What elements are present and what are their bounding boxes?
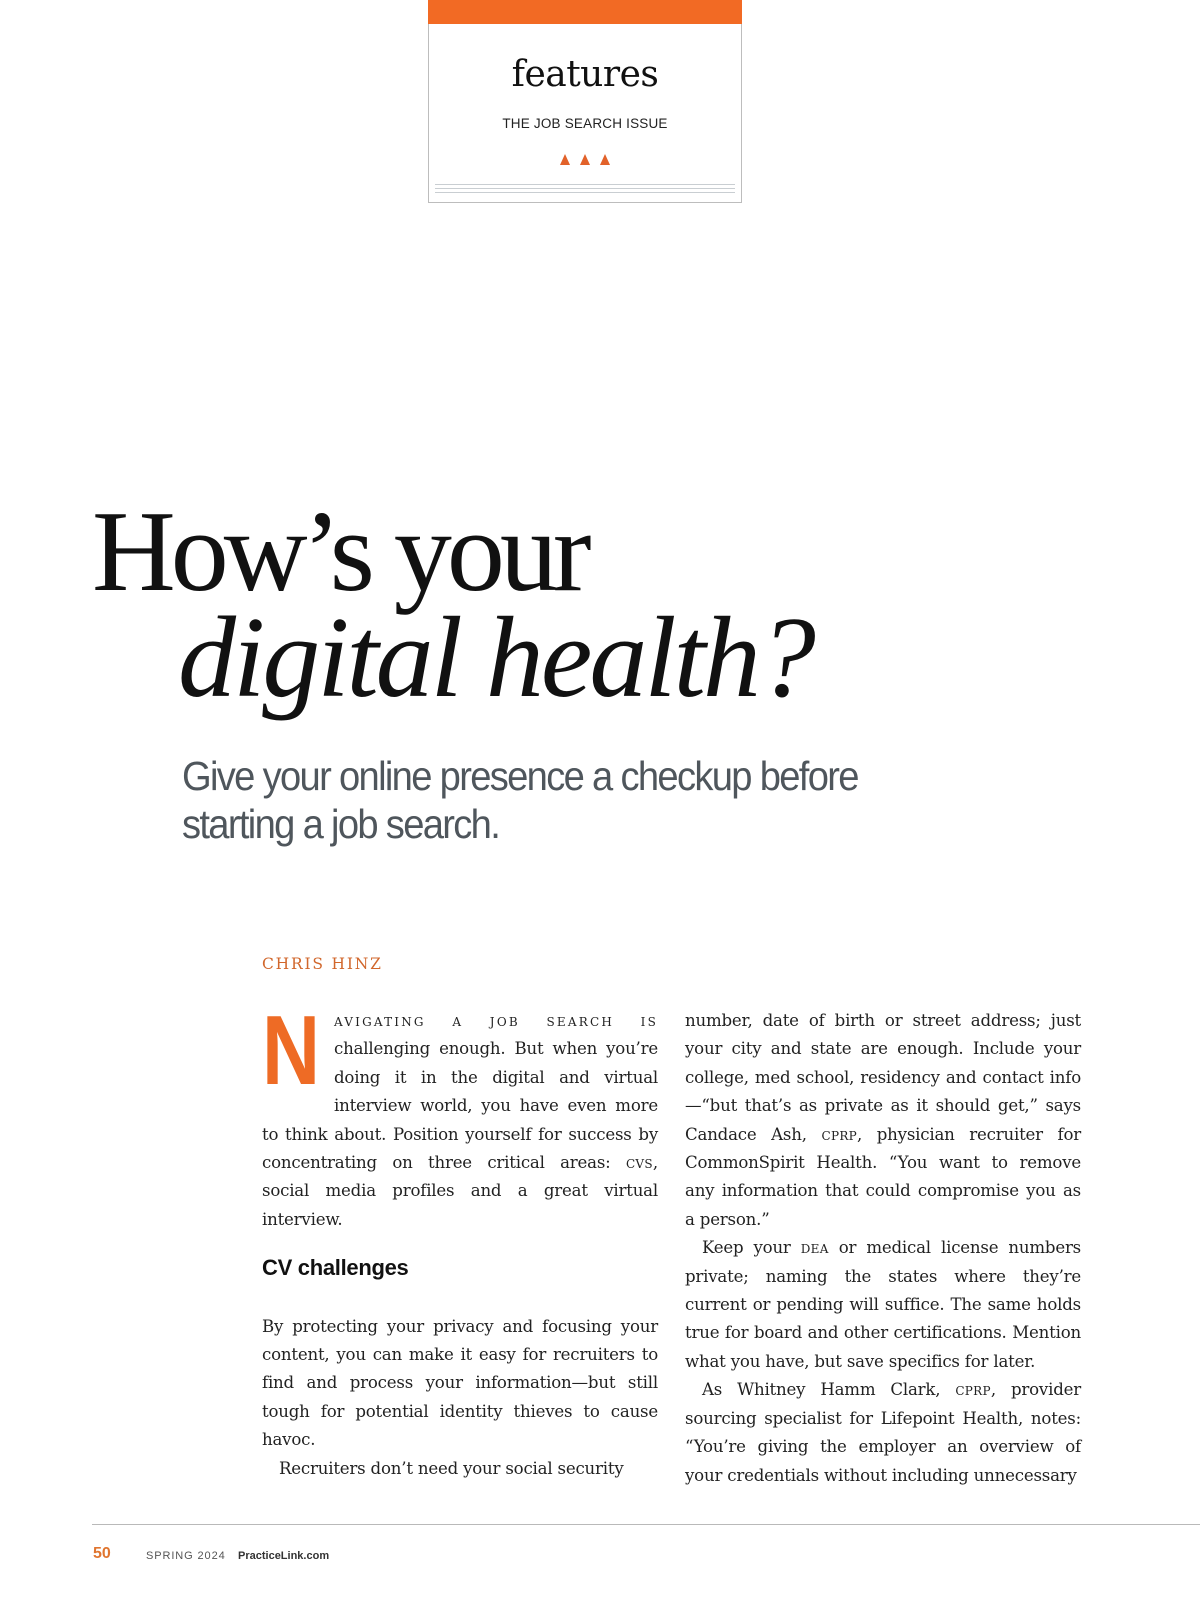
paragraph-text: Keep your [702,1238,801,1258]
paragraph-text: challenging enough. But when you’re doing it in the digital and virtual interview world, you have even more to think about. Position yourself for success by concentrating on three critical areas: [262,1039,658,1173]
page-number: 50 [93,1545,111,1562]
drop-cap: N [262,995,320,1105]
paragraph-text: or medical license numbers private; naming the states where they’re current or pending will suffice. The same holds true for board and other certifications. Mention what you have, but save specifics for later. [685,1238,1081,1371]
paragraph-text: , physician recruiter for CommonSpirit Health. “You want to remove any information that could compromise you as a person.” [685,1124,1081,1229]
body-paragraph: By protecting your privacy and focusing your content, you can make it easy for recruiters to find and process your information—but still tough for potential identity thieves to cause havoc. [262,1316,658,1450]
body-paragraph [685,1234,1081,1376]
abbreviation: cvs [625,1153,653,1174]
body-paragraph [262,995,658,1234]
lead-in: avigating a job search is [334,1011,658,1031]
triangle-icon [560,154,570,165]
paragraph-text: , social media profiles and a great virtual interview. [262,1153,658,1229]
section-subtitle: THE JOB SEARCH ISSUE [502,116,668,131]
section-tab-accent-bar [428,0,742,24]
abbreviation: dea [800,1238,829,1259]
triangle-icon [600,154,610,165]
body-column-right [685,1007,1081,1490]
section-tab [428,0,742,203]
paragraph-text: As Whitney Hamm Clark, [702,1380,956,1400]
abbreviation: cprp [955,1380,991,1401]
dek: Give your online presence a checkup before starting a job search. [182,753,858,847]
subhead: CV challenges [262,1255,409,1281]
paragraph-text: , provider sourcing specialist for Lifepoint Health, notes: “You’re giving the employer an overview of your credentials without including unnecessary [685,1380,1081,1485]
body-paragraph: Recruiters don’t need your social security [279,1458,624,1478]
body-paragraph [685,1376,1081,1490]
section-title: features [511,54,659,95]
issue-label: SPRING 2024 [146,1550,226,1562]
headline-line-2: digital health? [178,594,813,722]
body-column-left [262,995,658,1483]
decorative-rules [435,184,735,196]
triangle-icon [580,154,590,165]
headline-line-1: How’s your [92,488,587,616]
body-paragraph [685,1007,1081,1234]
byline: CHRIS HINZ [262,955,383,973]
abbreviation: cprp [821,1124,858,1145]
site-name: PracticeLink.com [238,1550,330,1562]
footer-rule [92,1524,1200,1525]
paragraph-text: number, date of birth or street address; just your city and state are enough. Include your college, med school, residency and contact info—“but that’s as private as it should get,” says Candace Ash, [685,1011,1081,1144]
triangle-ornament [429,150,741,169]
